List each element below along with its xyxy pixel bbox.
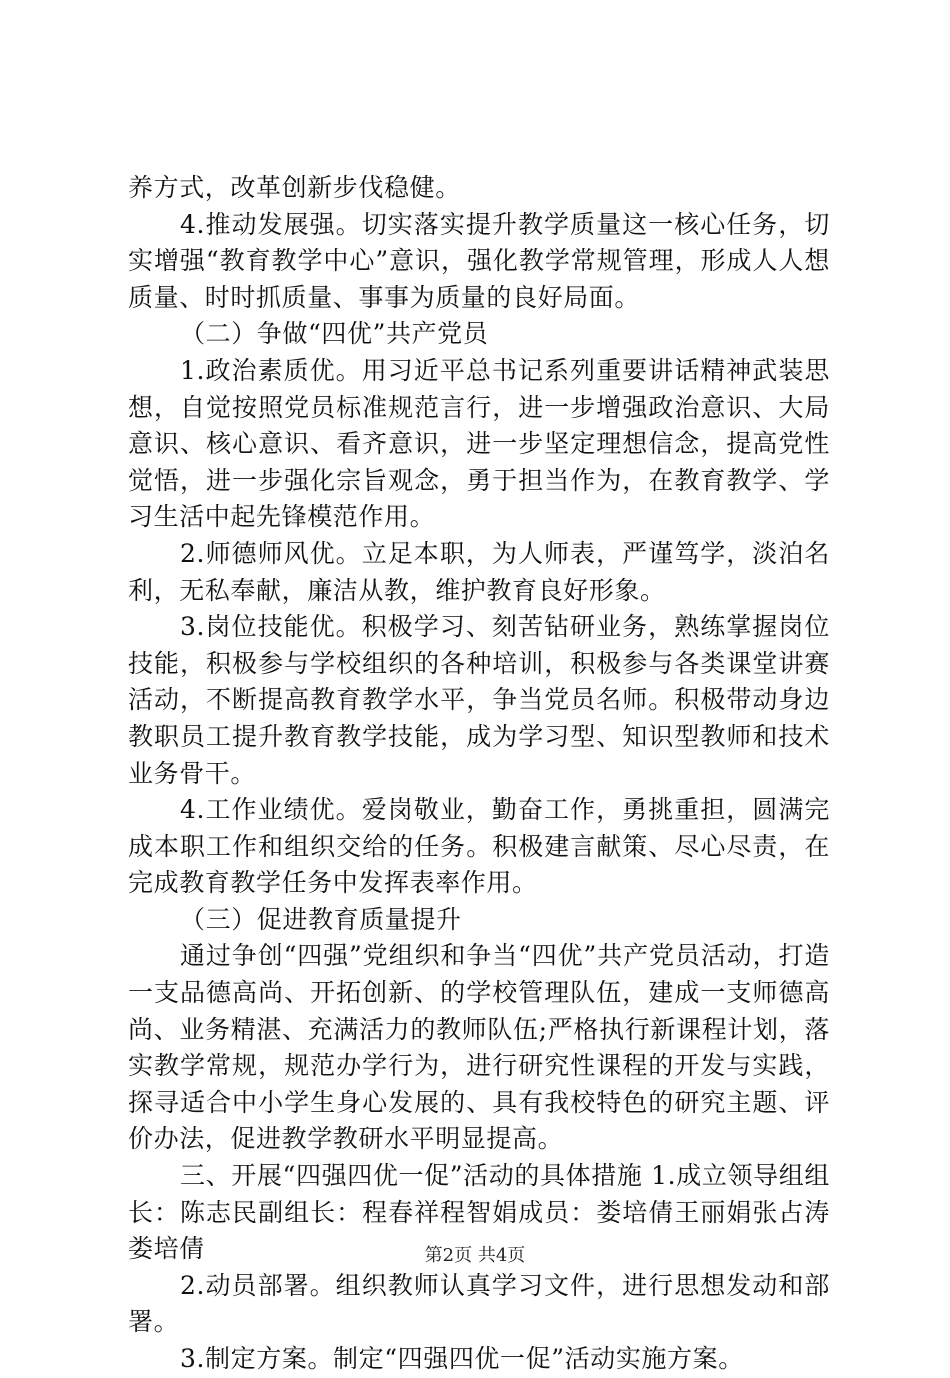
paragraph-item-3-plan: 3.制定方案。制定“四强四优一促”活动实施方案。 <box>180 1344 744 1373</box>
paragraph-item-1-political: 1.政治素质优。用习近平总书记系列重要讲话精神武装思想，自觉按照党员标准规范言行，进一步增强政治意识、大局意识、核心意识、看齐意识，进一步坚定理想信念，提高党性觉悟，进一步强化宗旨观念，勇于担当作为，在教育教学、学习生活中起先锋模范作用。 <box>128 355 830 532</box>
paragraph-quality-promotion: 通过争创“四强”党组织和争当“四优”共产党员活动，打造一支品德高尚、开拓创新、的学校管理队伍，建成一支师德高尚、业务精湛、充满活力的教师队伍;严格执行新课程计划，落实教学常规，规范办学行为，进行研究性课程的开发与实践，探寻适合中小学生身心发展的、具有我校特色的研究主题、评价办法，促进教学教研水平明显提高。 <box>128 941 830 1154</box>
document-body <box>128 170 830 1378</box>
section-heading-3: （三）促进教育质量提升 <box>180 904 462 934</box>
page-footer: 第2页 共4页 <box>424 1245 526 1266</box>
section-heading-2: （二）争做“四优”共产党员 <box>180 319 489 349</box>
paragraph-measures-leadership: 三、开展“四强四优一促”活动的具体措施 1.成立领导组组长：陈志民副组长：程春祥程智娟成员：娄培倩王丽娟张占涛娄培倩 <box>128 1161 830 1264</box>
paragraph-item-2-mobilization: 2.动员部署。组织教师认真学习文件，进行思想发动和部署。 <box>128 1270 830 1337</box>
paragraph-item-4-development: 4.推动发展强。切实落实提升教学质量这一核心任务，切实增强“教育教学中心”意识，强化教学常规管理，形成人人想质量、时时抓质量、事事为质量的良好局面。 <box>128 209 830 312</box>
paragraph-continuation: 养方式，改革创新步伐稳健。 <box>128 173 461 202</box>
paragraph-item-4-performance: 4.工作业绩优。爱岗敬业，勤奋工作，勇挑重担，圆满完成本职工作和组织交给的任务。积极建言献策、尽心尽责，在完成教育教学任务中发挥表率作用。 <box>128 795 830 898</box>
paragraph-item-3-skills: 3.岗位技能优。积极学习、刻苦钻研业务，熟练掌握岗位技能，积极参与学校组织的各种培训，积极参与各类课堂讲赛活动，不断提高教育教学水平，争当党员名师。积极带动身边教职员工提升教育教学技能，成为学习型、知识型教师和技术业务骨干。 <box>128 612 830 788</box>
paragraph-item-2-ethics: 2.师德师风优。立足本职，为人师表，严谨笃学，淡泊名利，无私奉献，廉洁从教，维护教育良好形象。 <box>128 538 830 605</box>
